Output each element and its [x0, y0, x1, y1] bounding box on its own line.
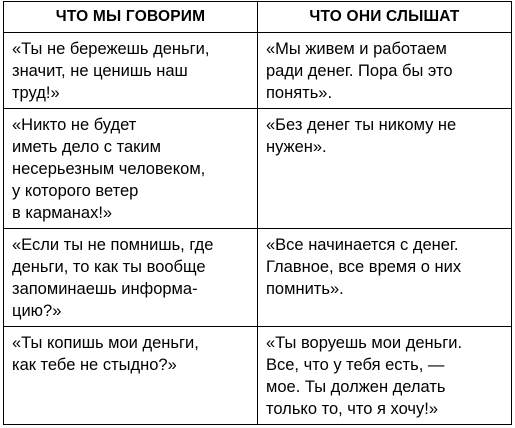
table-row: [4, 229, 512, 327]
said-text: «Если ты не помнишь, где деньги, то как ты вообще запоминаешь информа- цию?»: [12, 236, 214, 320]
header-row: [4, 2, 512, 33]
heard-cell: [258, 229, 512, 327]
heard-text: «Без денег ты никому не нужен».: [266, 116, 457, 156]
comparison-table: [3, 1, 512, 425]
header-what-we-say: ЧТО МЫ ГОВОРИМ: [4, 2, 258, 33]
said-text: «Ты копишь мои деньги, как тебе не стыдно?»: [12, 334, 199, 374]
said-cell: [4, 327, 258, 425]
header-what-they-hear: ЧТО ОНИ СЛЫШАТ: [258, 2, 512, 33]
table-row: [4, 327, 512, 425]
table-header: [4, 2, 512, 33]
heard-text: «Ты воруешь мои деньги. Все, что у тебя есть, — мое. Ты должен делать только то, что я хочу!»: [266, 334, 463, 418]
said-cell: [4, 33, 258, 109]
said-cell: [4, 109, 258, 229]
heard-cell: [258, 327, 512, 425]
heard-text: «Мы живем и работаем ради денег. Пора бы это понять».: [266, 40, 453, 102]
table-row: [4, 33, 512, 109]
heard-cell: [258, 33, 512, 109]
said-text: «Ты не бережешь деньги, значит, не ценишь наш труд!»: [12, 40, 210, 102]
table-row: [4, 109, 512, 229]
document-page: [3, 1, 511, 425]
heard-text: «Все начинается с денег. Главное, все время о них помнить».: [266, 236, 462, 298]
said-cell: [4, 229, 258, 327]
said-text: «Никто не будет иметь дело с таким несерьезным человеком, у которого ветер в карманах!»: [12, 116, 206, 222]
table-body: [4, 33, 512, 425]
heard-cell: [258, 109, 512, 229]
